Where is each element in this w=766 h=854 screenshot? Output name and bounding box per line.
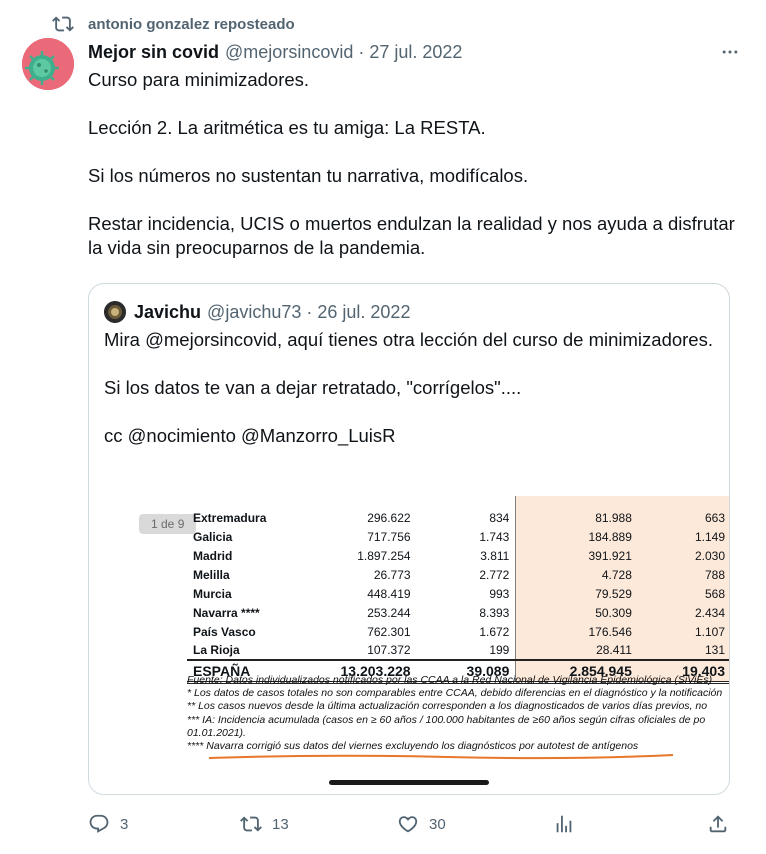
repost-count: 13 (272, 815, 289, 833)
quote-paragraph: Mira @mejorsincovid, aquí tienes otra lección del curso de minimizadores. (104, 329, 713, 350)
table-cell: 2.030 (638, 546, 730, 565)
footnote-line: * Los datos de casos totales no son comparables entre CCAA, debido diferencias en el diagnóstico y la notificación (187, 687, 723, 700)
footnote-line: *** IA: Incidencia acumulada (casos en ≥ 60 años / 100.000 habitantes de ≥60 años según cifras oficiales de po (187, 713, 706, 726)
table-cell: Navarra **** (193, 605, 260, 620)
heart-icon (397, 813, 419, 835)
table-cell: 184.889 (516, 527, 638, 546)
table-cell: 2.434 (638, 603, 730, 622)
repost-text[interactable]: antonio gonzalez reposteado (88, 15, 295, 33)
table-footnotes (187, 674, 730, 753)
table-cell: 19.403 (638, 660, 730, 682)
table-cell: 13.203.228 (309, 660, 417, 682)
page-badge: 1 de 9 (139, 514, 196, 534)
table-row (187, 584, 730, 603)
tweet-actions (88, 810, 738, 838)
more-dots-icon (720, 42, 740, 62)
data-table (187, 496, 730, 684)
table-cell: Murcia (193, 586, 232, 601)
tweet-paragraph: Lección 2. La aritmética es tu amiga: La RESTA. (88, 117, 486, 138)
tweet-date[interactable]: 27 jul. 2022 (369, 41, 463, 62)
table-cell: País Vasco (193, 624, 256, 639)
table-cell: La Rioja (193, 643, 240, 657)
footnote-line: ** Los casos nuevos desde la última actualización corresponden a los diagnosticados de varios días previos, no (187, 700, 708, 713)
separator-dot: · (358, 41, 365, 62)
author-handle[interactable]: @mejorsincovid (225, 41, 354, 62)
tweet-paragraph: Restar incidencia, UCIS o muertos endulzan la realidad y nos ayuda a disfrutar la vida sin preocuparnos de la pandemia. (88, 213, 740, 258)
virus-logo-icon (22, 38, 74, 90)
author-name[interactable]: Mejor sin covid (88, 41, 220, 62)
table-cell: 448.419 (367, 586, 411, 601)
tweet-paragraph: Si los números no sustentan tu narrativa, modifícalos. (88, 165, 529, 186)
table-cell: 253.244 (367, 605, 411, 620)
tweet-header (88, 40, 750, 64)
repost-icon (52, 13, 74, 35)
table-cell: 107.372 (367, 643, 411, 657)
table-cell: 176.546 (516, 622, 638, 641)
table-cell: 568 (638, 584, 730, 603)
table-cell: Madrid (193, 548, 233, 563)
table-cell: Extremadura (193, 510, 267, 525)
table-row (187, 527, 730, 546)
views-button[interactable] (553, 810, 575, 838)
table-cell: 28.411 (516, 641, 638, 660)
analytics-icon (553, 813, 575, 835)
table-cell: 50.309 (516, 603, 638, 622)
quote-avatar[interactable] (104, 301, 126, 323)
repost-indicator (52, 12, 295, 36)
table-cell: 79.529 (516, 584, 638, 603)
table-cell: Galicia (193, 529, 233, 544)
quote-date[interactable]: 26 jul. 2022 (317, 301, 411, 322)
table-cell: 1.743 (417, 527, 516, 546)
table-row (187, 622, 730, 641)
orange-underline (207, 752, 677, 762)
table-cell: 717.756 (367, 529, 411, 544)
table-cell: 663 (638, 508, 730, 527)
reply-icon (88, 813, 110, 835)
table-cell: 131 (638, 641, 730, 660)
table-cell: 1.107 (638, 622, 730, 641)
media-scrollbar[interactable] (329, 780, 489, 785)
table-cell: 296.622 (367, 510, 411, 525)
table-cell: 1.672 (417, 622, 516, 641)
separator-dot: · (306, 301, 313, 322)
reply-button[interactable] (88, 810, 128, 838)
repost-button[interactable] (240, 810, 289, 838)
reply-count: 3 (120, 815, 129, 833)
table-cell: 81.988 (516, 508, 638, 527)
repost-icon (240, 813, 262, 835)
table-cell: 2.854.945 (516, 660, 638, 682)
footnote-line: **** Navarra corrigió sus datos del viernes excluyendo los diagnósticos por autotest de antígenos (187, 740, 639, 753)
table-cell: 39.089 (417, 660, 516, 682)
share-icon (707, 813, 729, 835)
table-cell: 762.301 (367, 624, 411, 639)
quote-media-image[interactable] (89, 496, 730, 795)
footnote-line: Fuente: Datos individualizados notificados por las CCAA a la Red Nacional de Vigilancia Epidemiológica (SiViEs) (187, 674, 713, 686)
table-row (187, 603, 730, 622)
table-row (187, 546, 730, 565)
table-cell: Melilla (193, 567, 230, 582)
table-cell: ESPAÑA (187, 660, 309, 682)
like-count: 30 (429, 815, 446, 833)
table-cell: 834 (417, 508, 516, 527)
avatar[interactable] (22, 38, 74, 90)
table-row (187, 496, 730, 508)
table-cell: 993 (417, 584, 516, 603)
tweet-paragraph: Curso para minimizadores. (88, 69, 310, 90)
quote-author-handle[interactable]: @javichu73 (207, 301, 302, 322)
quote-paragraph: Si los datos te van a dejar retratado, "corrígelos".... (104, 377, 522, 398)
share-button[interactable] (707, 810, 729, 838)
table-cell: 199 (417, 641, 516, 660)
table-cell: 8.393 (417, 603, 516, 622)
table-cell: 391.921 (516, 546, 638, 565)
like-button[interactable] (397, 810, 446, 838)
table-cell: 788 (638, 565, 730, 584)
quote-text (104, 328, 714, 448)
quoted-tweet[interactable] (88, 283, 730, 795)
table-cell: 4.728 (516, 565, 638, 584)
table-row (187, 565, 730, 584)
table-cell: 3.811 (417, 546, 516, 565)
table-row (187, 508, 730, 527)
footnote-line: 01.01.2021). (187, 726, 246, 739)
table-cell: 1.149 (638, 527, 730, 546)
tweet-text (88, 68, 738, 260)
quote-author-name[interactable]: Javichu (134, 301, 202, 322)
table-cell: 2.772 (417, 565, 516, 584)
more-options-button[interactable] (718, 40, 742, 64)
quote-paragraph: cc @nocimiento @Manzorro_LuisR (104, 425, 396, 446)
table-cell: 26.773 (373, 567, 411, 582)
quote-header (104, 300, 410, 324)
table-cell: 1.897.254 (357, 548, 411, 563)
table-row (187, 641, 730, 660)
